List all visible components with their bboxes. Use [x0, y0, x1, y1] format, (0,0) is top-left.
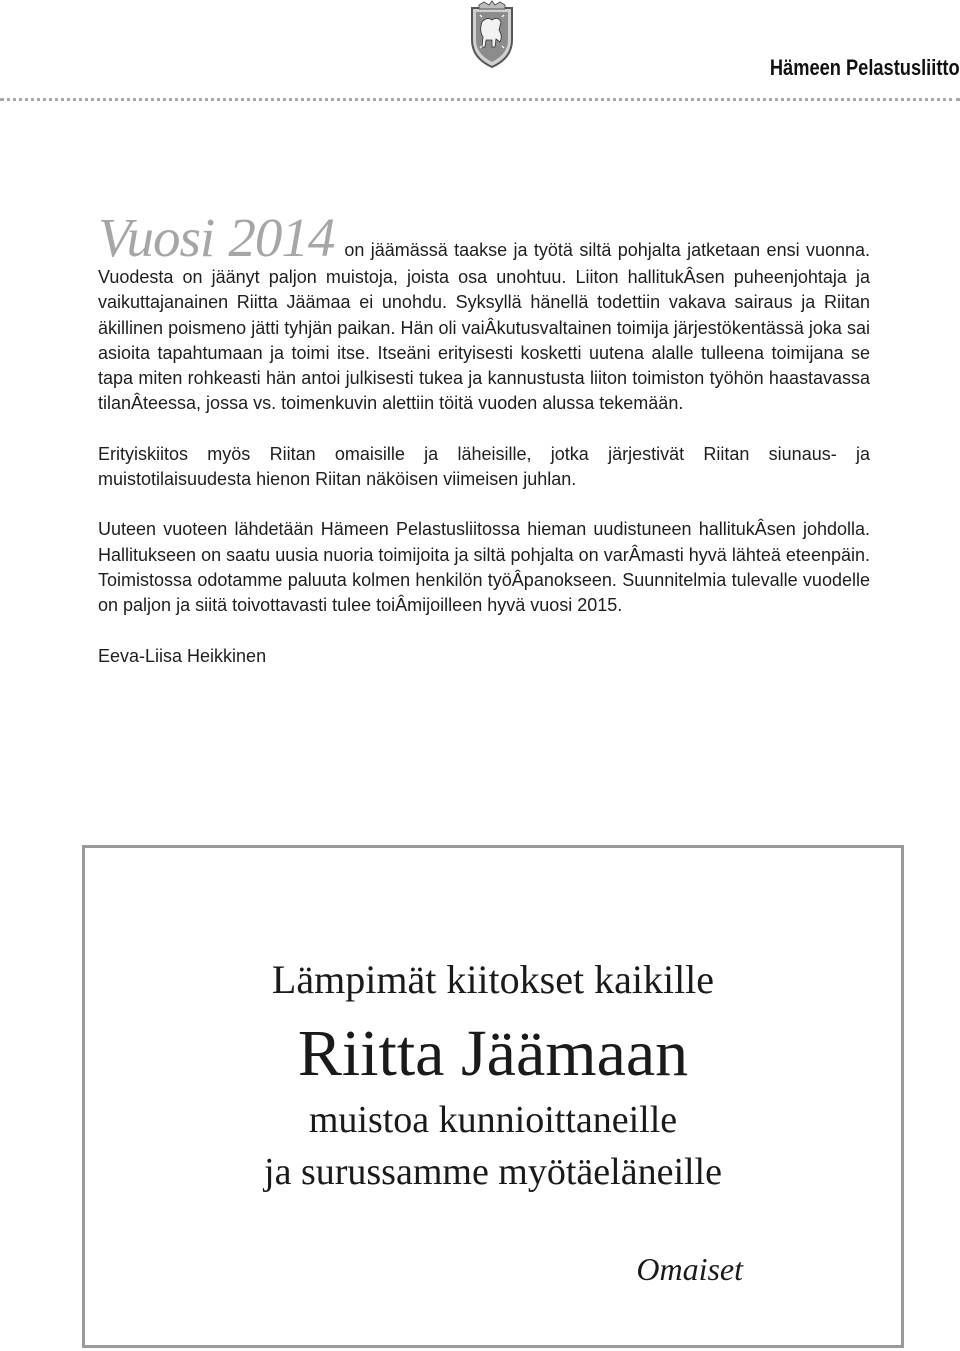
- dotted-divider: [0, 98, 960, 101]
- coat-of-arms-logo: [467, 0, 517, 70]
- paragraph-thanks: Erityiskiitos myös Riitan omaisille ja läheisille, jotka järjestivät Riitan siunaus- ja muistotilaisuudesta hienon Riitan näköisen viimeisen juhlan.: [98, 443, 870, 490]
- notice-line-sympathy: ja surussamme myötäeläneille: [264, 1151, 722, 1193]
- notice-signature: Omaiset: [636, 1251, 743, 1287]
- paragraph-intro: [98, 207, 871, 417]
- article: [98, 207, 871, 669]
- year-title: Vuosi 2014: [98, 207, 335, 268]
- paragraph-intro-text: on jäämässä taakse ja työtä siltä pohjalta jatketaan ensi vuonna. Vuodesta on jäänyt paljon muistoja, joista osa unohtuu. Liiton hallitukÂsen puheenjohtaja ja vaikuttajanainen Riitta Jäämaa ei unohdu. Syksyllä hänellä todettiin vakava sairaus ja Riitan äkillinen poismeno jätti tyhjän paikan. Hän oli vaiÂkutusvaltainen toimija järjestökentässä joka sai asioita tapahtumaan ja toimi itse. Itseäni erityisesti kosketti uutena alalle tulleena toimijana se tapa miten rohkeasti hän antoi julkisesti tukea ja kannustusta liiton toimiston työhön haastavassa tilanÂteessa, jossa vs. toimenkuvin alettiin töitä vuoden alussa tekemään.: [98, 240, 871, 414]
- organization-name: Hämeen Pelastusliitto: [770, 55, 960, 80]
- notice-line-memory: muistoa kunnioittaneille: [308, 1099, 678, 1141]
- thank-you-notice: [82, 845, 904, 1348]
- paragraph-new-year: Uuteen vuoteen lähdetään Hämeen Pelastusliitossa hieman uudistuneen hallitukÂsen johdolla. Hallitukseen on saatu uusia nuoria toimijoita ja siltä pohjalta on varÂmasti hyvä lähteä eteenpäin. Toimistossa odotamme paluuta kolmen henkilön työÂpanokseen. Suunnitelmia tulevalle vuodelle on paljon ja siitä toivottavasti tulee toiÂmijoilleen hyvä vuosi 2015.: [98, 519, 870, 616]
- author-signature: Eeva-Liisa Heikkinen: [98, 645, 267, 666]
- notice-line-thanks: Lämpimät kiitokset kaikille: [271, 957, 715, 1002]
- notice-line-name: Riitta Jäämaan: [297, 1017, 689, 1090]
